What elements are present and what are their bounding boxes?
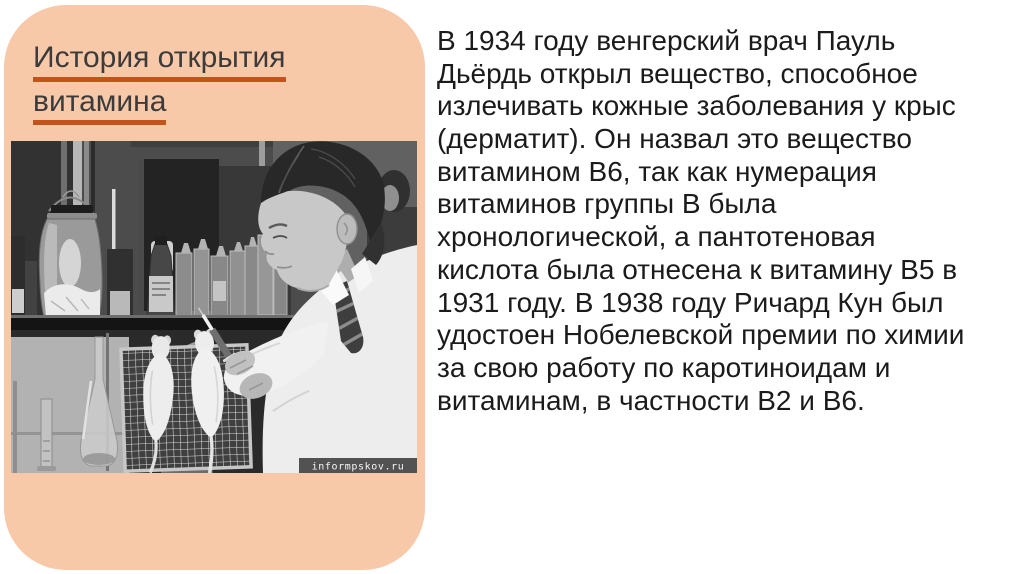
body-text-line: за свою работу по каротиноидам и <box>437 351 891 383</box>
body-text-line: хронологической, а пантотеновая <box>437 221 876 253</box>
body-text-line: кислота была отнесена к витамину В5 в <box>437 253 958 285</box>
body-text-line: Дьёрдь открыл вещество, способное <box>437 57 918 89</box>
page-title-line-1: История открытия <box>33 42 286 82</box>
body-text-line: удостоен Нобелевской премии по химии <box>437 319 965 351</box>
body-text-line: 1931 году. В 1938 году Ричард Кун был <box>437 286 944 318</box>
body-text-line: (дерматит). Он назвал это вещество <box>437 123 912 155</box>
body-text <box>437 25 1017 417</box>
lab-photo <box>11 141 417 473</box>
body-text-line: витаминам, в частности В2 и В6. <box>437 384 865 416</box>
body-text-line: В 1934 году венгерский врач Пауль <box>437 25 896 56</box>
page-title-line-2: витамина <box>33 86 166 126</box>
left-panel <box>4 5 425 570</box>
body-text-line: витаминов группы В была <box>437 188 777 220</box>
body-text-line: излечивать кожные заболевания у крыс <box>437 90 956 122</box>
page-title <box>33 42 286 125</box>
body-text-line: витамином В6, так как нумерация <box>437 155 877 187</box>
photo-watermark-text: informpskov.ru <box>311 461 405 473</box>
photo-watermark <box>299 458 417 473</box>
lab-photo-illustration <box>11 141 417 473</box>
